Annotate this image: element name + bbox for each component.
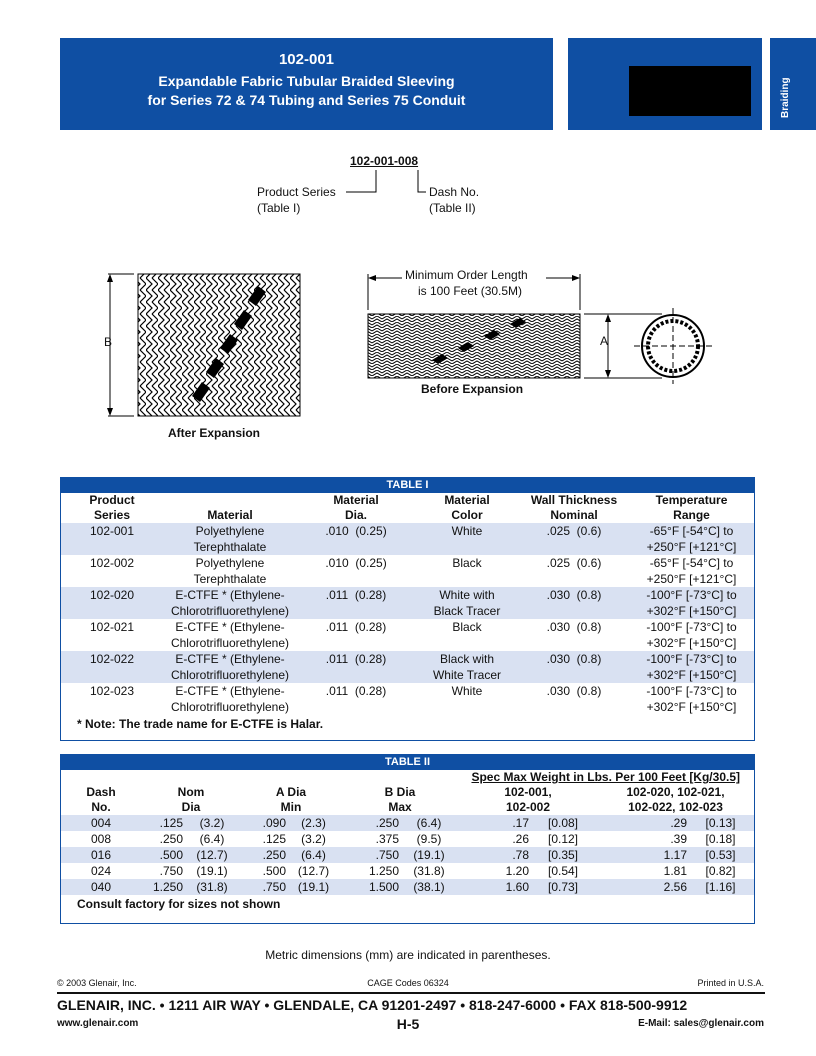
- cell-b: .750: [375, 848, 399, 862]
- cell-nom: .750: [159, 864, 183, 878]
- cell-w1-kg: [0.12]: [547, 832, 579, 846]
- cell-w1-kg: [0.54]: [547, 864, 579, 878]
- cell-color: White: [451, 524, 483, 538]
- cell-nom: .500: [159, 848, 183, 862]
- cell-a-mm: (12.7): [297, 864, 330, 878]
- cell-nom-mm: (31.8): [196, 880, 228, 894]
- cell-series: 102-021: [89, 620, 135, 634]
- cell-dia: .010 (0.25): [325, 524, 387, 538]
- cell-wall: .025 (0.6): [546, 556, 602, 570]
- table-2-header-row: [61, 785, 754, 815]
- cell-w1: 1.60: [505, 880, 529, 894]
- cell-material: E-CTFE * (Ethylene- Chlorotrifluorethylene): [170, 652, 290, 682]
- cage-codes: CAGE Codes 06324: [367, 978, 449, 988]
- cell-wall: .030 (0.8): [546, 588, 602, 602]
- cell-a: .500: [262, 864, 286, 878]
- table-row: [61, 879, 754, 895]
- cell-a: .125: [262, 832, 286, 846]
- cell-w2: 1.17: [663, 848, 687, 862]
- dash-label: Dash No.: [429, 185, 480, 199]
- table-1-header-row: [61, 493, 754, 523]
- cell-a-mm: (2.3): [301, 816, 326, 830]
- cell-a: .750: [262, 880, 286, 894]
- cell-nom: .125: [159, 816, 183, 830]
- cell-dia: .011 (0.28): [325, 684, 387, 698]
- cell-dia: .011 (0.28): [325, 620, 387, 634]
- table-2-note: Consult factory for sizes not shown: [77, 897, 281, 911]
- cell-a: .090: [262, 816, 286, 830]
- table-1-grid: [61, 493, 754, 715]
- th-wall: Wall Thickness Nominal: [530, 493, 618, 522]
- cell-b-mm: (6.4): [416, 816, 442, 830]
- cell-w2: .29: [670, 816, 687, 830]
- series-label: Product Series: [257, 185, 336, 199]
- copyright: © 2003 Glenair, Inc.: [57, 978, 137, 988]
- cell-dia: .010 (0.25): [325, 556, 387, 570]
- cell-a-mm: (19.1): [297, 880, 330, 894]
- cell-a-mm: (6.4): [301, 848, 326, 862]
- cell-material: E-CTFE * (Ethylene- Chlorotrifluorethylene): [170, 588, 290, 618]
- th-dash: Dash No.: [86, 785, 116, 814]
- table-2-title: TABLE II: [61, 755, 754, 770]
- cell-w1-kg: [0.73]: [547, 880, 579, 894]
- cell-dash: 016: [91, 848, 112, 862]
- cell-wall: .030 (0.8): [546, 620, 602, 634]
- cell-dash: 008: [91, 832, 112, 846]
- cell-material: Polyethylene Terephthalate: [193, 556, 267, 586]
- cell-temp: -100°F [-73°C] to +302°F [+150°C]: [646, 652, 737, 682]
- cell-b-mm: (19.1): [413, 848, 445, 862]
- header-banner: [60, 38, 553, 130]
- before-expansion-figure: [362, 268, 722, 388]
- cell-nom-mm: (3.2): [199, 816, 225, 830]
- website-link[interactable]: www.glenair.com: [57, 1018, 139, 1029]
- table-row: [61, 555, 754, 587]
- cell-material: E-CTFE * (Ethylene- Chlorotrifluorethylene): [170, 684, 290, 714]
- cell-nom: .250: [159, 832, 183, 846]
- cell-material: E-CTFE * (Ethylene- Chlorotrifluorethylene): [170, 620, 290, 650]
- cell-wall: .025 (0.6): [546, 524, 602, 538]
- cell-dash: 040: [91, 880, 112, 894]
- cell-w1-kg: [0.08]: [547, 816, 579, 830]
- cell-b: 1.250: [368, 864, 399, 878]
- cell-a: .250: [262, 848, 286, 862]
- th-dia: Material Dia.: [333, 493, 379, 522]
- cell-series: 102-023: [89, 684, 135, 698]
- th-nom: Nom Dia: [177, 785, 205, 814]
- table-row: [61, 619, 754, 651]
- th-material: Material: [207, 508, 253, 522]
- after-expansion-caption: After Expansion: [168, 426, 261, 440]
- table-row: [61, 683, 754, 715]
- th-color: Material Color: [444, 493, 490, 522]
- cell-w1: .78: [512, 848, 529, 862]
- cell-temp: -100°F [-73°C] to +302°F [+150°C]: [646, 588, 737, 618]
- cell-w2-kg: [1.16]: [705, 880, 736, 894]
- table-2: [60, 754, 755, 924]
- cell-w2-kg: [0.18]: [705, 832, 736, 846]
- cell-color: Black with White Tracer: [432, 652, 501, 682]
- table-row: [61, 587, 754, 619]
- cell-nom-mm: (19.1): [196, 864, 228, 878]
- cell-b: 1.500: [368, 880, 399, 894]
- part-title: 102-001: [278, 51, 335, 68]
- subtitle-line-1: Expandable Fabric Tubular Braided Sleeving: [158, 73, 455, 89]
- th-temp: Temperature Range: [655, 493, 728, 522]
- email-link[interactable]: E-Mail: sales@glenair.com: [638, 1018, 764, 1029]
- cell-w2: .39: [670, 832, 687, 846]
- subtitle-line-2: for Series 72 & 74 Tubing and Series 75 Conduit: [147, 92, 466, 108]
- cell-nom-mm: (6.4): [199, 832, 225, 846]
- series-ref: (Table I): [257, 201, 301, 215]
- spec-header: Spec Max Weight in Lbs. Per 100 Feet [Kg/30.5]: [471, 770, 740, 784]
- table-row: [61, 815, 754, 831]
- cell-b: .250: [375, 816, 399, 830]
- cell-series: 102-002: [89, 556, 135, 570]
- table-row: [61, 863, 754, 879]
- cell-series: 102-020: [89, 588, 135, 602]
- min-order-line-2: is 100 Feet (30.5M): [418, 284, 523, 298]
- cell-dia: .011 (0.28): [325, 652, 387, 666]
- table-1-title: TABLE I: [61, 478, 754, 493]
- cell-w2-kg: [0.53]: [705, 848, 736, 862]
- table-row: [61, 523, 754, 555]
- section-tab-label: Braiding: [780, 77, 791, 118]
- cell-wall: .030 (0.8): [546, 652, 602, 666]
- company-address: GLENAIR, INC. • 1211 AIR WAY • GLENDALE, CA 91201-2497 • 818-247-6000 • FAX 818-500-9912: [57, 997, 688, 1013]
- th-series: Product Series: [89, 493, 135, 522]
- cell-dash: 024: [91, 864, 112, 878]
- table-row: [61, 831, 754, 847]
- label-a: A: [600, 334, 609, 348]
- cell-w2: 1.81: [663, 864, 687, 878]
- cell-series: 102-022: [89, 652, 135, 666]
- th-a: A Dia Min: [275, 785, 307, 814]
- cell-w1: .17: [512, 816, 529, 830]
- cell-w2-kg: [0.82]: [705, 864, 736, 878]
- part-number-example: 102-001-008: [350, 154, 419, 168]
- before-expansion-caption: Before Expansion: [421, 382, 524, 396]
- cell-temp: -100°F [-73°C] to +302°F [+150°C]: [646, 684, 737, 714]
- cell-b: .375: [375, 832, 399, 846]
- table-row: [61, 847, 754, 863]
- section-tab: [770, 38, 816, 130]
- cell-dia: .011 (0.28): [325, 588, 387, 602]
- cell-w2: 2.56: [663, 880, 687, 894]
- cell-dash: 004: [91, 816, 112, 830]
- th-w2: 102-020, 102-021, 102-022, 102-023: [626, 785, 725, 814]
- cell-w1-kg: [0.35]: [547, 848, 579, 862]
- table-1: [60, 477, 755, 741]
- printed-in: Printed in U.S.A.: [697, 978, 764, 988]
- label-b: B: [104, 335, 113, 349]
- part-number-leaders: [340, 168, 430, 198]
- footer-rule: [57, 992, 765, 994]
- cell-temp: -100°F [-73°C] to +302°F [+150°C]: [646, 620, 737, 650]
- th-b: B Dia Max: [384, 785, 416, 814]
- after-expansion-figure: [98, 266, 308, 426]
- table-1-note: * Note: The trade name for E-CTFE is Halar.: [77, 717, 324, 731]
- cell-color: Black: [452, 620, 482, 634]
- cell-w1: 1.20: [505, 864, 529, 878]
- table-2-grid: [61, 770, 754, 895]
- cell-nom: 1.250: [152, 880, 183, 894]
- cell-b-mm: (31.8): [413, 864, 445, 878]
- cell-wall: .030 (0.8): [546, 684, 602, 698]
- cell-temp: -65°F [-54°C] to +250°F [+121°C]: [646, 524, 737, 554]
- min-order-line-1: Minimum Order Length: [405, 268, 528, 282]
- dash-ref: (Table II): [429, 201, 476, 215]
- cell-b-mm: (9.5): [416, 832, 442, 846]
- logo-block: [629, 66, 751, 116]
- cell-b-mm: (38.1): [413, 880, 445, 894]
- cell-w1: .26: [512, 832, 529, 846]
- cell-a-mm: (3.2): [301, 832, 326, 846]
- metric-note: Metric dimensions (mm) are indicated in parentheses.: [265, 948, 551, 962]
- cell-material: Polyethylene Terephthalate: [193, 524, 267, 554]
- cell-color: White: [451, 684, 483, 698]
- table-row: [61, 651, 754, 683]
- th-w1: 102-001, 102-002: [504, 785, 552, 814]
- cell-nom-mm: (12.7): [196, 848, 228, 862]
- cell-series: 102-001: [89, 524, 135, 538]
- cell-color: White with Black Tracer: [433, 588, 501, 618]
- cell-temp: -65°F [-54°C] to +250°F [+121°C]: [646, 556, 737, 586]
- cell-color: Black: [452, 556, 482, 570]
- page-number: H-5: [396, 1016, 420, 1032]
- cell-w2-kg: [0.13]: [705, 816, 736, 830]
